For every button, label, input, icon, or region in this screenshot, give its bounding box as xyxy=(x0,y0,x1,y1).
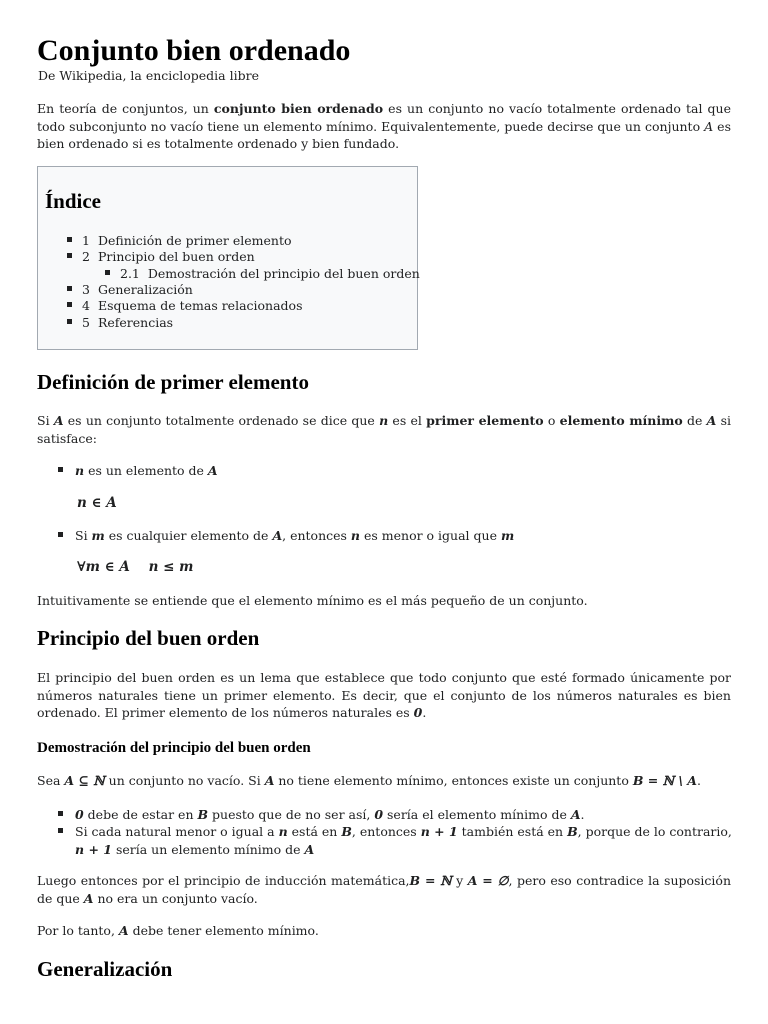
text: no tiene elemento mínimo, entonces existe un conjunto xyxy=(274,773,633,788)
math-variable: A xyxy=(570,807,581,822)
induction-paragraph xyxy=(37,872,731,907)
subsection-heading-demostracion: Demostración del principio del buen orden xyxy=(37,740,311,756)
math-variable: A xyxy=(706,413,717,428)
text: es menor o igual que xyxy=(360,528,501,543)
text: debe de estar en xyxy=(83,807,198,822)
toc-number: 2 xyxy=(82,249,90,264)
text: , pero eso contradice la suposición de que xyxy=(37,873,732,906)
list-item xyxy=(58,527,514,544)
math-expression: A = ∅ xyxy=(467,873,509,888)
math-expression: n + 1 xyxy=(420,824,458,839)
text: . xyxy=(580,807,585,822)
bullet-icon xyxy=(67,319,72,324)
intro-bold-term: conjunto bien ordenado xyxy=(213,101,384,116)
math-variable: A xyxy=(272,528,283,543)
text: Si xyxy=(37,413,54,428)
math-expression: B = ℕ \ A xyxy=(632,773,697,788)
intuition-paragraph: Intuitivamente se entiende que el elemento mínimo es el más pequeño de un conjunto. xyxy=(37,593,588,608)
math-variable: A xyxy=(207,463,218,478)
math-variable: A xyxy=(264,773,275,788)
list-item xyxy=(58,806,585,823)
bullet-icon xyxy=(58,828,63,833)
table-of-contents xyxy=(37,166,418,350)
bullet-icon xyxy=(67,302,72,307)
text: es un elemento de xyxy=(84,463,208,478)
math-variable: A xyxy=(118,923,129,938)
text: puesto que de no ser así, xyxy=(208,807,375,822)
math-variable: m xyxy=(500,528,515,543)
math-expression: B = ℕ xyxy=(409,873,452,888)
bullet-icon xyxy=(105,270,110,275)
principle-paragraph xyxy=(37,669,731,722)
intro-text: es bien ordenado si es totalmente ordenado y bien fundado. xyxy=(37,118,731,151)
toc-item-2[interactable] xyxy=(67,249,255,265)
math-variable: A xyxy=(53,413,64,428)
math-variable: B xyxy=(567,824,578,839)
list-item xyxy=(58,823,732,840)
toc-link[interactable]: Referencias xyxy=(97,315,174,330)
intro-paragraph xyxy=(37,100,731,153)
text: debe tener elemento mínimo. xyxy=(128,923,319,938)
math-number: 0 xyxy=(374,807,384,822)
text: Sea xyxy=(37,773,65,788)
bullet-icon xyxy=(67,286,72,291)
text: . xyxy=(422,705,427,720)
math-variable: B xyxy=(197,807,209,822)
toc-link[interactable]: Principio del buen orden xyxy=(97,249,255,264)
text: sería un elemento mínimo de xyxy=(111,842,305,857)
text: de xyxy=(682,413,707,428)
text: , porque de lo contrario, xyxy=(577,824,732,839)
text: , entonces xyxy=(351,824,421,839)
text: Si cada natural menor o igual a xyxy=(75,824,279,839)
list-item-continuation xyxy=(75,841,314,858)
text: si satisface: xyxy=(37,413,731,446)
math-number: 0 xyxy=(413,705,423,720)
text: , entonces xyxy=(282,528,351,543)
math-variable: A xyxy=(83,890,94,906)
math-number: 0 xyxy=(75,807,84,822)
text: es un conjunto totalmente ordenado se dice que xyxy=(63,413,380,428)
section-heading-generalizacion: Generalización xyxy=(37,957,173,981)
toc-item-4[interactable] xyxy=(67,298,303,314)
math-variable: n xyxy=(75,463,85,478)
text: Luego entonces por el principio de inducción matemática, xyxy=(37,873,410,888)
toc-link[interactable]: Definición de primer elemento xyxy=(97,233,292,248)
page-title: Conjunto bien ordenado xyxy=(37,34,351,67)
text: . xyxy=(696,773,701,788)
text: está en xyxy=(287,824,342,839)
bullet-icon xyxy=(58,532,63,537)
toc-number: 2.1 xyxy=(120,266,140,281)
toc-item-2-1[interactable] xyxy=(105,266,420,282)
text: es cualquier elemento de xyxy=(104,528,273,543)
section-heading-definicion: Definición de primer elemento xyxy=(37,370,309,394)
math-variable: n xyxy=(278,824,288,839)
proof-intro-paragraph xyxy=(37,772,731,790)
math-variable: A xyxy=(304,842,315,857)
toc-item-1[interactable] xyxy=(67,233,292,249)
math-variable: B xyxy=(341,824,352,839)
formula-minimum: ∀m ∈ A n ≤ m xyxy=(77,559,194,575)
bullet-icon xyxy=(67,237,72,242)
bold-term: elemento mínimo xyxy=(559,413,683,428)
math-variable: m xyxy=(91,528,105,543)
text: Por lo tanto, xyxy=(37,923,119,938)
bold-term: primer elemento xyxy=(426,413,544,428)
bullet-icon xyxy=(67,253,72,258)
toc-number: 1 xyxy=(82,233,90,248)
math-variable: A xyxy=(704,118,714,134)
math-expression: A ⊆ ℕ xyxy=(64,773,105,788)
toc-item-3[interactable] xyxy=(67,282,193,298)
definition-paragraph xyxy=(37,412,731,447)
toc-title: Índice xyxy=(45,189,102,213)
text: es el xyxy=(388,413,427,428)
text: sería el elemento mínimo de xyxy=(383,807,571,822)
text: y xyxy=(451,873,468,888)
toc-number: 3 xyxy=(82,282,90,297)
text: no era un conjunto vacío. xyxy=(93,890,258,906)
formula-membership: n ∈ A xyxy=(77,495,117,511)
text: El principio del buen orden es un lema que establece que todo conjunto que esté formado únicamente por números naturales tiene un primer elemento. Es decir, que el conjunto de los números naturales es bien ordenado. El primer elemento de los números naturales es xyxy=(37,670,731,720)
intro-text: En teoría de conjuntos, un xyxy=(37,101,214,116)
bullet-icon xyxy=(58,467,63,472)
toc-link[interactable]: Generalización xyxy=(97,282,193,297)
page-subtitle: De Wikipedia, la enciclopedia libre xyxy=(38,68,259,83)
section-heading-principio: Principio del buen orden xyxy=(37,626,260,650)
toc-link[interactable]: Esquema de temas relacionados xyxy=(97,298,303,313)
text: un conjunto no vacío. Si xyxy=(104,773,265,788)
conclusion-paragraph xyxy=(37,922,731,940)
text: también está en xyxy=(457,824,568,839)
toc-item-5[interactable] xyxy=(67,315,173,331)
toc-number: 5 xyxy=(82,315,90,330)
text: Si xyxy=(75,528,92,543)
bullet-icon xyxy=(58,811,63,816)
toc-number: 4 xyxy=(82,298,90,313)
toc-link[interactable]: Demostración del principio del buen orden xyxy=(147,266,420,281)
intro-text: es un conjunto no vacío totalmente ordenado tal que todo subconjunto no vacío tiene un elemento mínimo. Equivalentemente, puede decirse que un conjunto xyxy=(37,101,731,134)
math-variable: n xyxy=(379,413,389,428)
text: o xyxy=(543,413,560,428)
math-expression: n + 1 xyxy=(75,842,112,857)
math-variable: n xyxy=(350,528,361,543)
list-item xyxy=(58,462,218,479)
